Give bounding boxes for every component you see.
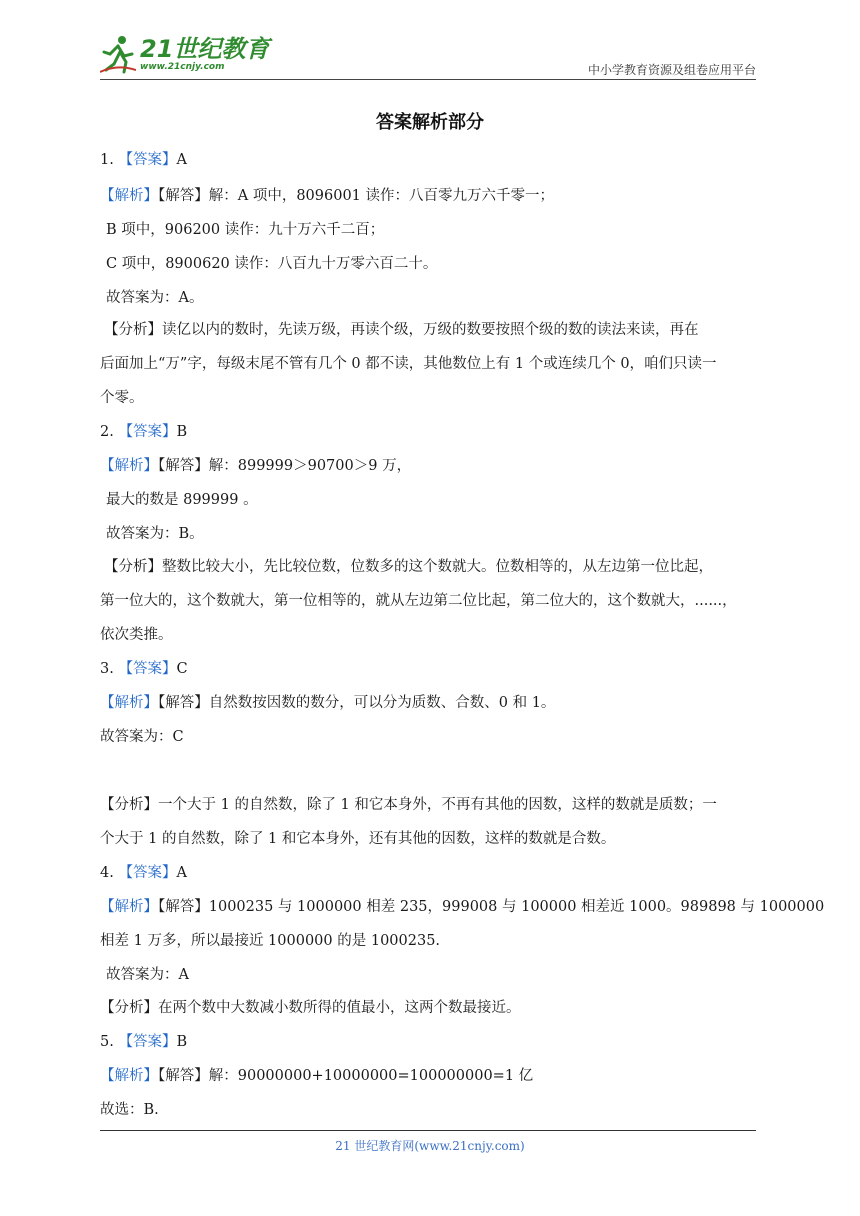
q4-jiexi	[100, 897, 824, 917]
fenxi-tag: 【分析】	[104, 322, 162, 338]
platform-label: 中小学教育资源及组卷应用平台	[587, 63, 756, 77]
q1-fenxi-1: 【分析】读亿以内的数时，先读万级，再读个级，万级的数要按照个级的数的读法来读，再在	[104, 322, 699, 338]
jieda-tag: 【解答】	[158, 1068, 209, 1084]
answer-tag: 【答案】	[118, 865, 177, 881]
q3-answer-line	[100, 659, 188, 679]
q4-answer: A	[176, 865, 187, 881]
q4-answer-line	[100, 863, 187, 883]
jiexi-tag: 【解析】	[100, 899, 158, 915]
q4-line-2: 故答案为：A	[106, 967, 189, 983]
jiexi-tag: 【解析】	[100, 1068, 158, 1084]
q2-fenxi-3: 依次类推。	[100, 627, 173, 643]
q2-answer-line	[100, 422, 187, 442]
q5-answer: B	[176, 1034, 188, 1050]
q4-line-1: 相差 1 万多，所以最接近 1000000 的是 1000235.	[100, 933, 441, 949]
answer-tag: 【答案】	[118, 424, 177, 440]
q1-number: 1.	[100, 152, 114, 168]
jieda-tag: 【解答】	[158, 458, 209, 474]
q5-jiexi-text: 解：90000000+10000000=100000000=1 亿	[208, 1068, 534, 1084]
q2-jiexi	[100, 456, 411, 476]
page-header	[100, 30, 756, 80]
running-man-icon	[100, 34, 136, 74]
q4-number: 4.	[100, 865, 114, 881]
q4-fenxi-1: 【分析】在两个数中大数减小数所得的值最小，这两个数最接近。	[100, 1000, 521, 1016]
q1-jiexi-text: 解：A 项中，8096001 读作：八百零九万六千零一；	[208, 188, 555, 204]
fenxi-tag: 【分析】	[100, 1000, 158, 1016]
jiexi-tag: 【解析】	[100, 188, 158, 204]
q2-fenxi-1: 【分析】整数比较大小，先比较位数，位数多的这个数就大。位数相等的，从左边第一位比起，	[104, 559, 713, 575]
q1-fenxi-3: 个零。	[100, 390, 144, 406]
q2-answer: B	[176, 424, 188, 440]
q2-line-1: 最大的数是 899999 。	[106, 492, 258, 508]
answer-tag: 【答案】	[118, 152, 177, 168]
q5-answer-line	[100, 1032, 187, 1052]
q3-line-1: 故答案为：C	[100, 729, 184, 745]
site-logo[interactable]	[100, 32, 269, 76]
jieda-tag: 【解答】	[158, 899, 209, 915]
q1-jiexi	[100, 186, 554, 206]
fenxi-tag: 【分析】	[104, 559, 162, 575]
q3-fenxi-2: 个大于 1 的自然数，除了 1 和它本身外，还有其他的因数，这样的数就是合数。	[100, 831, 616, 847]
q1-line-3: 故答案为：A。	[106, 290, 204, 306]
q5-line-1: 故选：B.	[100, 1102, 159, 1118]
answer-tag: 【答案】	[118, 1034, 177, 1050]
q3-jiexi-text: 自然数按因数的数分，可以分为质数、合数、0 和 1。	[208, 695, 556, 711]
q1-answer: A	[176, 152, 187, 168]
fenxi-tag: 【分析】	[100, 797, 158, 813]
q3-jiexi	[100, 693, 555, 713]
q3-fenxi-1: 【分析】一个大于 1 的自然数，除了 1 和它本身外，不再有其他的因数，这样的数就是质数；一	[100, 797, 717, 813]
q5-number: 5.	[100, 1034, 114, 1050]
q2-jiexi-text: 解：899999＞90700＞9 万，	[208, 458, 412, 474]
jiexi-tag: 【解析】	[100, 458, 158, 474]
logo-url: www.21cnjy.com	[140, 62, 225, 72]
q1-line-1: B 项中，906200 读作：九十万六千二百；	[106, 222, 385, 238]
q3-answer: C	[176, 661, 188, 677]
jieda-tag: 【解答】	[158, 188, 209, 204]
q1-fenxi-2: 后面加上“万”字，每级末尾不管有几个 0 都不读，其他数位上有 1 个或连续几个 0，咱们只读一	[100, 356, 717, 372]
q4-jiexi-text: 1000235 与 1000000 相差 235，999008 与 100000 相差近 1000。989898 与 1000000	[208, 899, 825, 915]
answer-tag: 【答案】	[118, 661, 177, 677]
logo-wordmark: 21世纪教育	[140, 35, 270, 63]
jiexi-tag: 【解析】	[100, 695, 158, 711]
jieda-tag: 【解答】	[158, 695, 209, 711]
q2-line-2: 故答案为：B。	[106, 526, 204, 542]
q1-answer-line	[100, 150, 187, 170]
q1-line-2: C 项中，8900620 读作：八百九十万零六百二十。	[106, 256, 438, 272]
q2-fenxi-2: 第一位大的，这个数就大，第一位相等的，就从左边第二位比起，第二位大的，这个数就大，......，	[100, 593, 737, 609]
q3-number: 3.	[100, 661, 114, 677]
q2-number: 2.	[100, 424, 114, 440]
header-divider	[100, 79, 756, 80]
q5-jiexi	[100, 1066, 533, 1086]
page-title: 答案解析部分	[376, 112, 484, 133]
page-footer[interactable]: 21 世纪教育网(www.21cnjy.com)	[335, 1139, 525, 1153]
footer-divider	[100, 1130, 756, 1131]
